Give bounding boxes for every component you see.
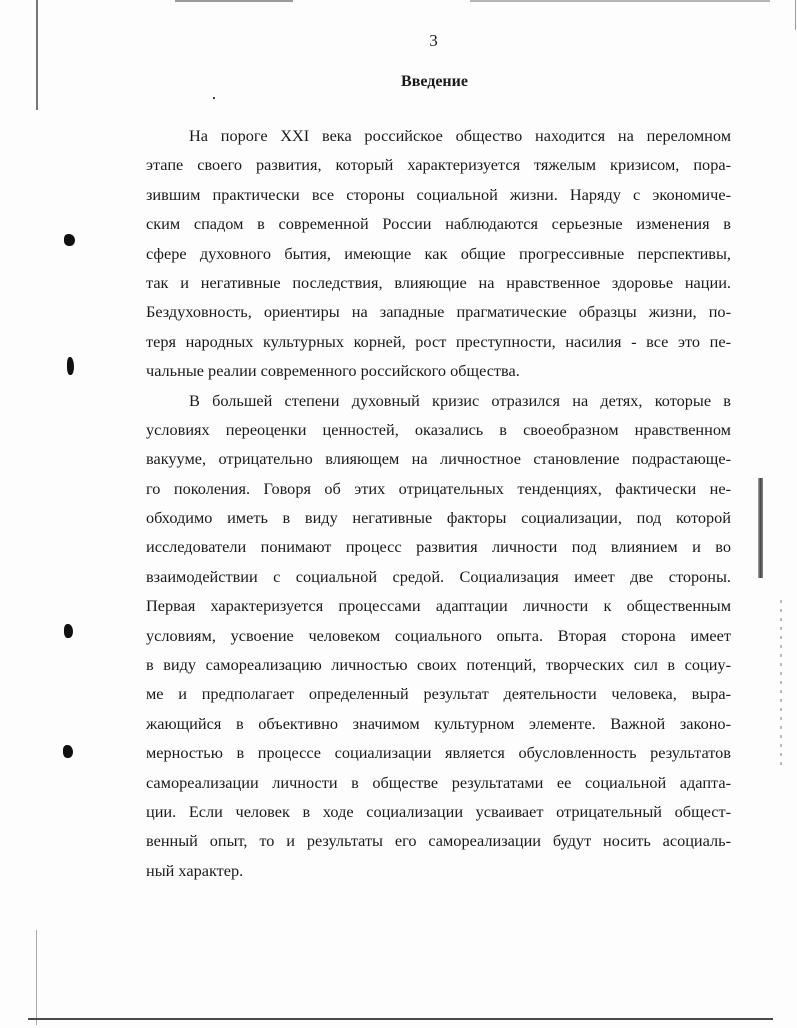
scan-artifact [36, 0, 38, 110]
text-line: жающийся в объективно значимом культурном элементе. Важной законо- [146, 713, 731, 733]
scan-artifact [470, 0, 770, 2]
scan-artifact [28, 1018, 773, 1020]
binder-hole-mark [63, 745, 73, 758]
body-text [146, 121, 731, 885]
text-line: Бездуховность, ориентиры на западные прагматические образцы жизни, по- [146, 302, 731, 322]
paragraph [146, 121, 731, 386]
text-line: условиях переоценки ценностей, оказались в своеобразном нравственном [146, 419, 731, 439]
text-line: ции. Если человек в ходе социализации усваивает отрицательный общест- [146, 801, 731, 821]
scan-artifact [175, 0, 293, 2]
text-line: На пороге XXI века российское общество находится на переломном [189, 126, 731, 145]
page-number: 3 [429, 31, 438, 50]
text-line: вакууме, отрицательно влияющем на личностное становление подрастающе- [146, 449, 731, 469]
text-line: В большей степени духовный кризис отразился на детях, которые в [189, 390, 731, 410]
text-line: этапе своего развития, который характеризуется тяжелым кризисом, пора- [146, 155, 731, 175]
text-line: самореализации личности в обществе результатами ее социальной адапта- [146, 772, 731, 792]
text-line: ским спадом в современной России наблюдаются серьезные изменения в [146, 214, 731, 234]
text-line: ме и предполагает определенный результат деятельности человека, выра- [146, 684, 731, 704]
text-line: взаимодействии с социальной средой. Социализация имеет две стороны. [146, 566, 731, 586]
text-line: исследователи понимают процесс развития личности под влиянием и во [146, 537, 731, 557]
scan-artifact [780, 600, 782, 770]
section-heading: Введение [401, 73, 468, 90]
binder-hole-mark [64, 624, 73, 638]
paragraph [146, 386, 731, 886]
scan-artifact [795, 0, 796, 30]
scan-artifact [36, 930, 37, 1025]
text-line: так и негативные последствия, влияющие на нравственное здоровье нации. [146, 272, 731, 292]
binder-hole-mark [67, 357, 74, 375]
text-line: го поколения. Говоря об этих отрицательных тенденциях, фактически не- [146, 478, 731, 498]
scan-artifact [758, 478, 763, 578]
text-line: мерностью в процессе социализации является обусловленность результатов [146, 743, 731, 763]
text-line: в виду самореализацию личностью своих потенций, творческих сил в социу- [146, 655, 731, 675]
text-line: обходимо иметь в виду негативные факторы социализации, под которой [146, 508, 731, 528]
text-line: венный опыт, то и результаты его самореализации будут носить асоциаль- [146, 831, 731, 851]
text-line: сфере духовного бытия, имеющие как общие прогрессивные перспективы, [146, 243, 731, 263]
text-line: условиям, усвоение человеком социального опыта. Вторая сторона имеет [146, 625, 731, 645]
scan-artifact [213, 97, 215, 99]
text-line: ный характер. [146, 860, 244, 880]
text-line: зившим практически все стороны социальной жизни. Наряду с экономиче- [146, 184, 731, 204]
text-line: чальные реалии современного российского общества. [146, 361, 520, 381]
text-line: Первая характеризуется процессами адаптации личности к общественным [146, 596, 731, 616]
text-line: теря народных культурных корней, рост преступности, насилия - все это пе- [146, 331, 731, 351]
binder-hole-mark [64, 234, 75, 246]
